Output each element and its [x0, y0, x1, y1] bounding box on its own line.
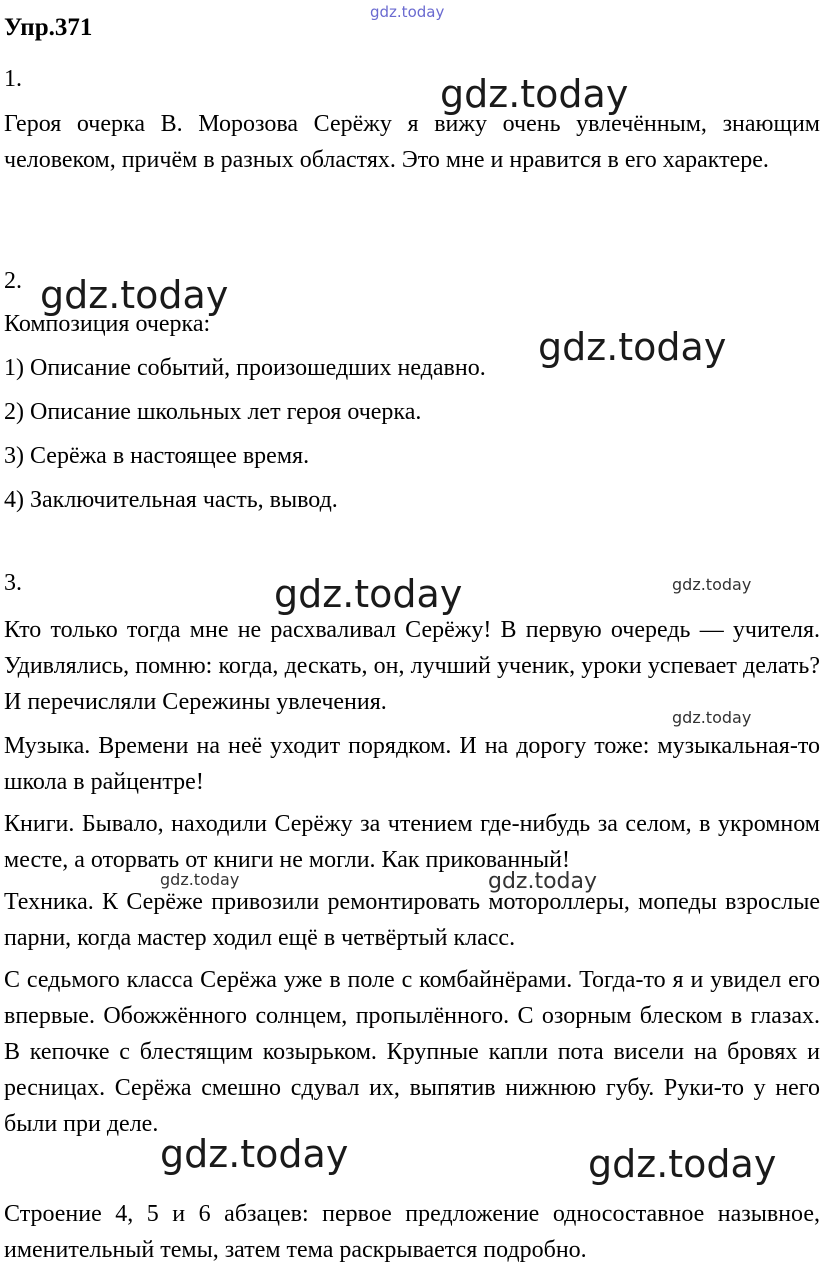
watermark: gdz.today	[672, 708, 752, 727]
list-item: 3) Серёжа в настоящее время.	[4, 443, 310, 469]
list-item: 2) Описание школьных лет героя очерка.	[4, 399, 422, 425]
watermark: gdz.today	[370, 3, 445, 21]
watermark: gdz.today	[672, 575, 752, 594]
paragraph: Музыка. Времени на неё уходит порядком. И на дорогу тоже: музыкальная-то школа в райцентре!	[4, 733, 820, 795]
list-item: 4) Заключительная часть, вывод.	[4, 487, 338, 513]
watermark: gdz.today	[160, 870, 240, 889]
watermark: gdz.today	[440, 72, 629, 116]
paragraph: Героя очерка В. Морозова Серёжу я вижу очень увлечённым, знающим человеком, причём в разных областях. Это мне и нравится в его характере.	[4, 111, 820, 173]
section-number: 1.	[4, 66, 22, 92]
paragraph: Строение 4, 5 и 6 абзацев: первое предложение односоставное назывное, именительный темы, затем тема раскрывается подробно.	[4, 1201, 820, 1263]
paragraph: Книги. Бывало, находили Серёжу за чтением где-нибудь за селом, в укромном месте, а оторвать от книги не могли. Как прикованный!	[4, 811, 820, 873]
section-number: 3.	[4, 570, 22, 596]
watermark: gdz.today	[274, 572, 463, 616]
exercise-title: Упр.371	[4, 14, 93, 41]
list-item: 1) Описание событий, произошедших недавно.	[4, 355, 486, 381]
watermark: gdz.today	[488, 869, 598, 894]
watermark: gdz.today	[538, 325, 727, 369]
paragraph: Кто только тогда мне не расхваливал Серёжу! В первую очередь — учителя. Удивлялись, помню: когда, дескать, он, лучший ученик, уроки успевает делать? И перечисляли Сережины увлечения.	[4, 617, 820, 715]
paragraph: С седьмого класса Серёжа уже в поле с комбайнёрами. Тогда-то я и увидел его впервые. Обожжённого солнцем, пропылённого. С озорным блеском в глазах. В кепочке с блестящим козырьком. Крупные капли пота висели на бровях и ресницах. Серёжа смешно сдувал их, выпятив нижнюю губу. Руки-то у него были при деле.	[4, 967, 820, 1137]
paragraph: Композиция очерка:	[4, 311, 211, 337]
paragraph: Техника. К Серёже привозили ремонтировать мотороллеры, мопеды взрослые парни, когда мастер ходил ещё в четвёртый класс.	[4, 889, 820, 951]
section-number: 2.	[4, 268, 22, 294]
watermark: gdz.today	[160, 1132, 349, 1176]
watermark: gdz.today	[40, 273, 229, 317]
watermark: gdz.today	[588, 1142, 777, 1186]
